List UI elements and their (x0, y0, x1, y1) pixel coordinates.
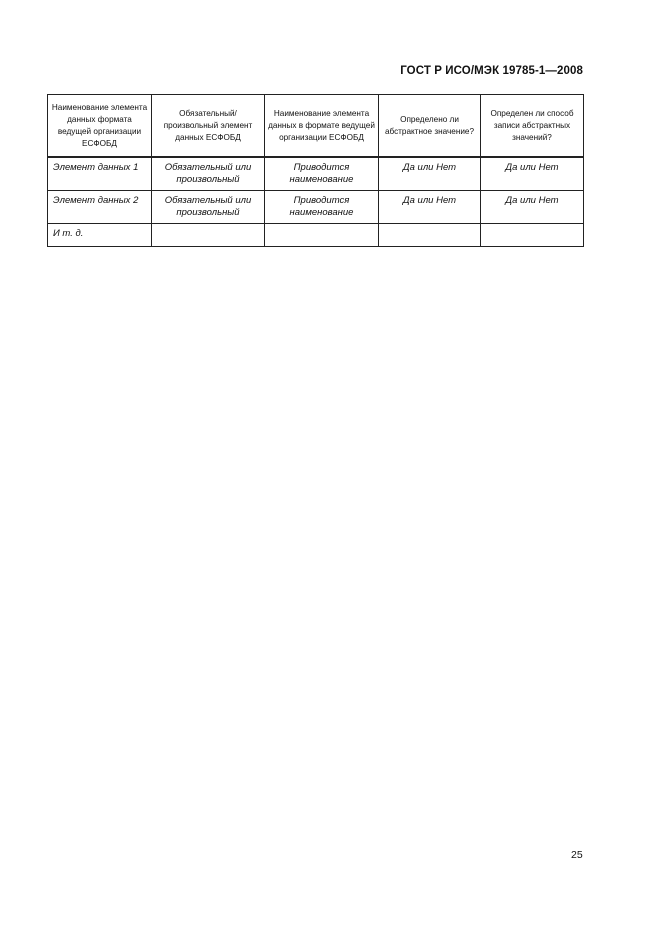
table-cell: И т. д. (48, 224, 152, 247)
table-cell (152, 224, 265, 247)
column-header: Определен ли способ записи абстрактных значений? (481, 95, 584, 158)
table-cell: Обязательный или произвольный (152, 157, 265, 191)
column-header: Наименование элемента данных в формате ведущей организации ЕСФОБД (265, 95, 379, 158)
table-header-row (48, 95, 584, 158)
column-header: Обязательный/ произвольный элемент данных ЕСФОБД (152, 95, 265, 158)
table-cell: Да или Нет (379, 157, 481, 191)
table-cell: Да или Нет (481, 191, 584, 224)
table-cell: Да или Нет (481, 157, 584, 191)
page-number: 25 (571, 849, 583, 861)
table-row (48, 157, 584, 191)
table-cell: Приводится наименование (265, 191, 379, 224)
table-cell: Обязательный или произвольный (152, 191, 265, 224)
table-row (48, 224, 584, 247)
table-cell (265, 224, 379, 247)
document-code-header: ГОСТ Р ИСО/МЭК 19785-1—2008 (400, 65, 583, 77)
column-header: Наименование элемента данных формата ведущей организации ЕСФОБД (48, 95, 152, 158)
table-cell (379, 224, 481, 247)
table-cell (481, 224, 584, 247)
column-header: Определено ли абстрактное значение? (379, 95, 481, 158)
table-cell: Элемент данных 1 (48, 157, 152, 191)
data-element-table (47, 94, 584, 247)
table-cell: Да или Нет (379, 191, 481, 224)
table-cell: Элемент данных 2 (48, 191, 152, 224)
table-cell: Приводится наименование (265, 157, 379, 191)
table-row (48, 191, 584, 224)
